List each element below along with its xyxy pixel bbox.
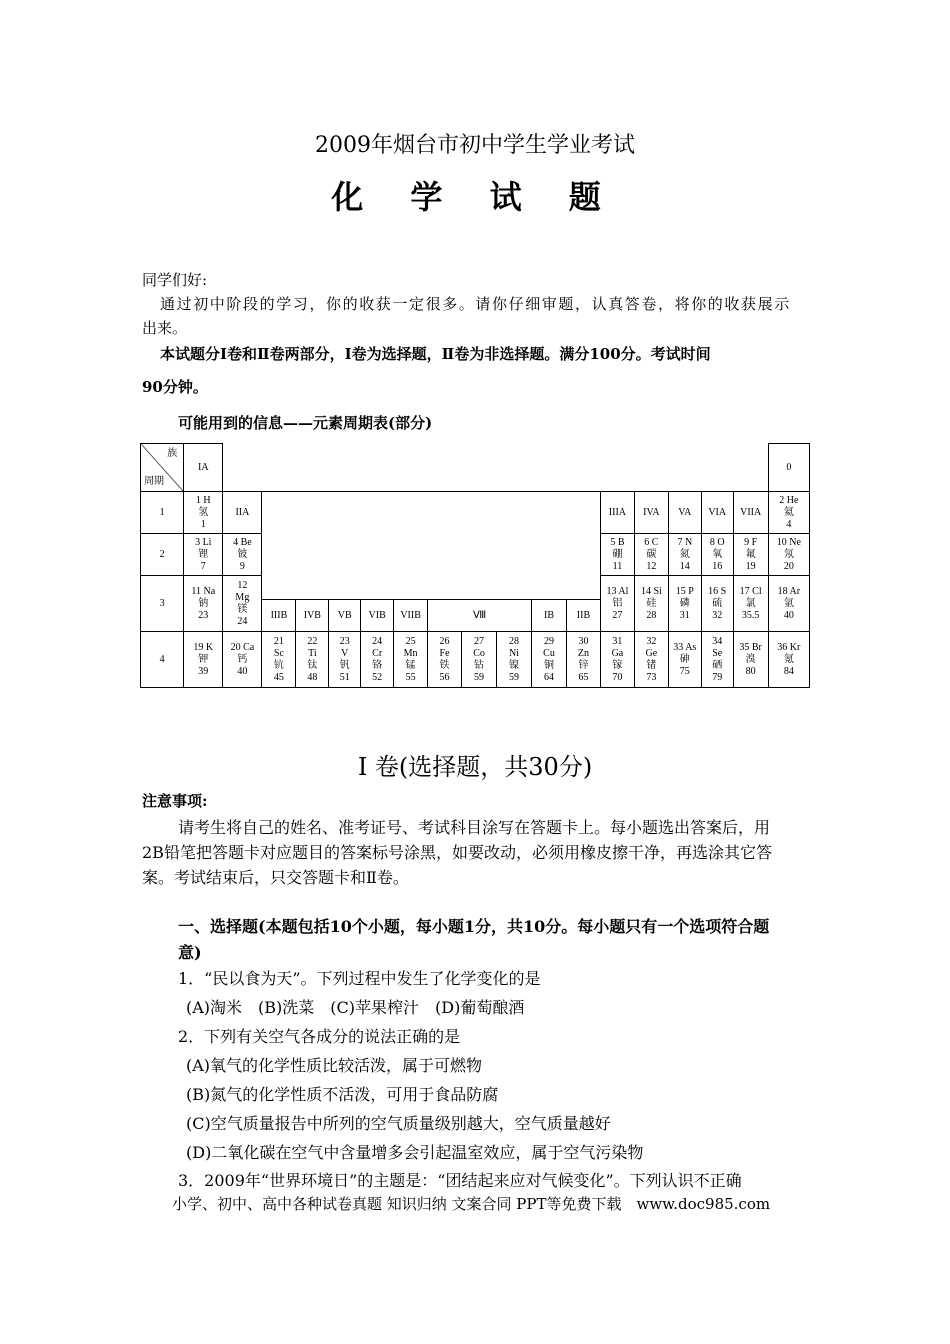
element-h: 1 H 氢 1	[184, 492, 223, 534]
group-ivb: IVB	[296, 600, 329, 632]
element-cr: 24 Cr 铬 52	[361, 632, 394, 688]
exam-title: 化 学 试 题	[331, 178, 619, 216]
element-s: 16 S 硫 32	[701, 576, 733, 632]
element-cu: 29 Cu 铜 64	[532, 632, 567, 688]
element-k: 19 K 钾 39	[184, 632, 223, 688]
group-via: VIA	[701, 492, 733, 534]
element-b: 5 B 硼 11	[600, 534, 634, 576]
period-3: 3	[141, 576, 184, 632]
group-viia: VIIA	[733, 492, 768, 534]
notice-line-2: 2B铅笔把答题卡对应题目的答案标号涂黑，如要改动，必须用橡皮擦干净，再选涂其它答	[142, 843, 772, 862]
question-3: 3．2009年“世界环境日”的主题是：“团结起来应对气候变化”。下列认识不正确	[178, 1171, 742, 1190]
part-title-line-2: 意)	[178, 943, 202, 962]
period-4: 4	[141, 632, 184, 688]
table-corner	[141, 444, 184, 492]
exam-subtitle: 2009年烟台市初中学生学业考试	[315, 133, 635, 158]
element-ti: 22 Ti 钛 48	[296, 632, 329, 688]
intro-line-3: 本试题分Ⅰ卷和Ⅱ卷两部分，Ⅰ卷为选择题，Ⅱ卷为非选择题。满分100分。考试时间	[160, 345, 711, 363]
element-sc: 21 Sc 钪 45	[262, 632, 296, 688]
question-2-option-d: (D)二氧化碳在空气中含量增多会引起温室效应，属于空气污染物	[186, 1143, 644, 1162]
notice-line-1: 请考生将自己的姓名、准考证号、考试科目涂写在答题卡上。每小题选出答案后，用	[178, 818, 771, 837]
notice-line-3: 案。考试结束后，只交答题卡和Ⅱ卷。	[142, 868, 409, 887]
element-si: 14 Si 硅 28	[634, 576, 668, 632]
element-cl: 17 Cl 氯 35.5	[733, 576, 768, 632]
greeting: 同学们好:	[142, 271, 208, 289]
element-v: 23 V 钒 51	[329, 632, 361, 688]
notice-title: 注意事项:	[142, 792, 208, 810]
footer-ad: 小学、初中、高中各种试卷真题 知识归纳 文案合同 PPT等免费下载 www.doc985.com	[172, 1195, 771, 1213]
group-iva: IVA	[634, 492, 668, 534]
element-be: 4 Be 铍 9	[223, 534, 262, 576]
question-1-options: (A)淘米 (B)洗菜 (C)苹果榨汁 (D)葡萄酿酒	[186, 998, 525, 1017]
group-iiia: IIIA	[600, 492, 634, 534]
group-va: VA	[668, 492, 701, 534]
element-ca: 20 Ca 钙 40	[223, 632, 262, 688]
element-li: 3 Li 锂 7	[184, 534, 223, 576]
element-mn: 25 Mn 锰 55	[394, 632, 428, 688]
group-ia: IA	[184, 444, 223, 492]
group-ib: IB	[532, 600, 567, 632]
element-br: 35 Br 溴 80	[733, 632, 768, 688]
element-se: 34 Se 硒 79	[701, 632, 733, 688]
question-2-option-c: (C)空气质量报告中所列的空气质量级别越大，空气质量越好	[186, 1114, 611, 1133]
question-2-option-b: (B)氮气的化学性质不活泼，可用于食品防腐	[186, 1085, 499, 1104]
question-2-option-a: (A)氧气的化学性质比较活泼，属于可燃物	[186, 1056, 483, 1075]
group-0: 0	[768, 444, 809, 492]
group-vb: VB	[329, 600, 361, 632]
element-al: 13 Al 铝 27	[600, 576, 634, 632]
part-title-line-1: 一、选择题(本题包括10个小题，每小题1分，共10分。每小题只有一个选项符合题	[178, 917, 770, 936]
periodic-table	[140, 443, 810, 688]
period-1: 1	[141, 492, 184, 534]
element-n: 7 N 氮 14	[668, 534, 701, 576]
element-mg: 12 Mg 镁 24	[223, 576, 262, 632]
group-viib: VIIB	[394, 600, 428, 632]
element-he: 2 He 氦 4	[768, 492, 809, 534]
element-c: 6 C 碳 12	[634, 534, 668, 576]
element-co: 27 Co 钴 59	[462, 632, 497, 688]
group-vib: VIB	[361, 600, 394, 632]
group-iiib: IIIB	[262, 600, 296, 632]
element-ge: 32 Ge 锗 73	[634, 632, 668, 688]
intro-line-4: 90分钟。	[142, 378, 208, 396]
element-as: 33 As 砷 75	[668, 632, 701, 688]
section-heading: Ⅰ 卷(选择题，共30分)	[357, 753, 593, 781]
element-ar: 18 Ar 氩 40	[768, 576, 809, 632]
group-iib: IIB	[566, 600, 600, 632]
element-ne: 10 Ne 氖 20	[768, 534, 809, 576]
group-viii: Ⅷ	[428, 600, 532, 632]
element-fe: 26 Fe 铁 56	[428, 632, 462, 688]
element-o: 8 O 氧 16	[701, 534, 733, 576]
element-zn: 30 Zn 锌 65	[566, 632, 600, 688]
period-2: 2	[141, 534, 184, 576]
group-iia: IIA	[223, 492, 262, 534]
intro-line-1: 通过初中阶段的学习，你的收获一定很多。请你仔细审题，认真答卷，将你的收获展示	[160, 295, 791, 313]
element-ni: 28 Ni 镍 59	[497, 632, 532, 688]
question-2: 2．下列有关空气各成分的说法正确的是	[178, 1027, 461, 1046]
corner-group-label: 族	[167, 448, 178, 459]
element-na: 11 Na 钠 23	[184, 576, 223, 632]
element-f: 9 F 氟 19	[733, 534, 768, 576]
question-1: 1．“民以食为天”。下列过程中发生了化学变化的是	[178, 969, 541, 988]
element-kr: 36 Kr 氪 84	[768, 632, 809, 688]
table-caption: 可能用到的信息——元素周期表(部分)	[178, 414, 433, 432]
element-ga: 31 Ga 镓 70	[600, 632, 634, 688]
corner-period-label: 周期	[144, 476, 164, 487]
intro-line-2: 出来。	[142, 319, 188, 337]
element-p: 15 P 磷 31	[668, 576, 701, 632]
